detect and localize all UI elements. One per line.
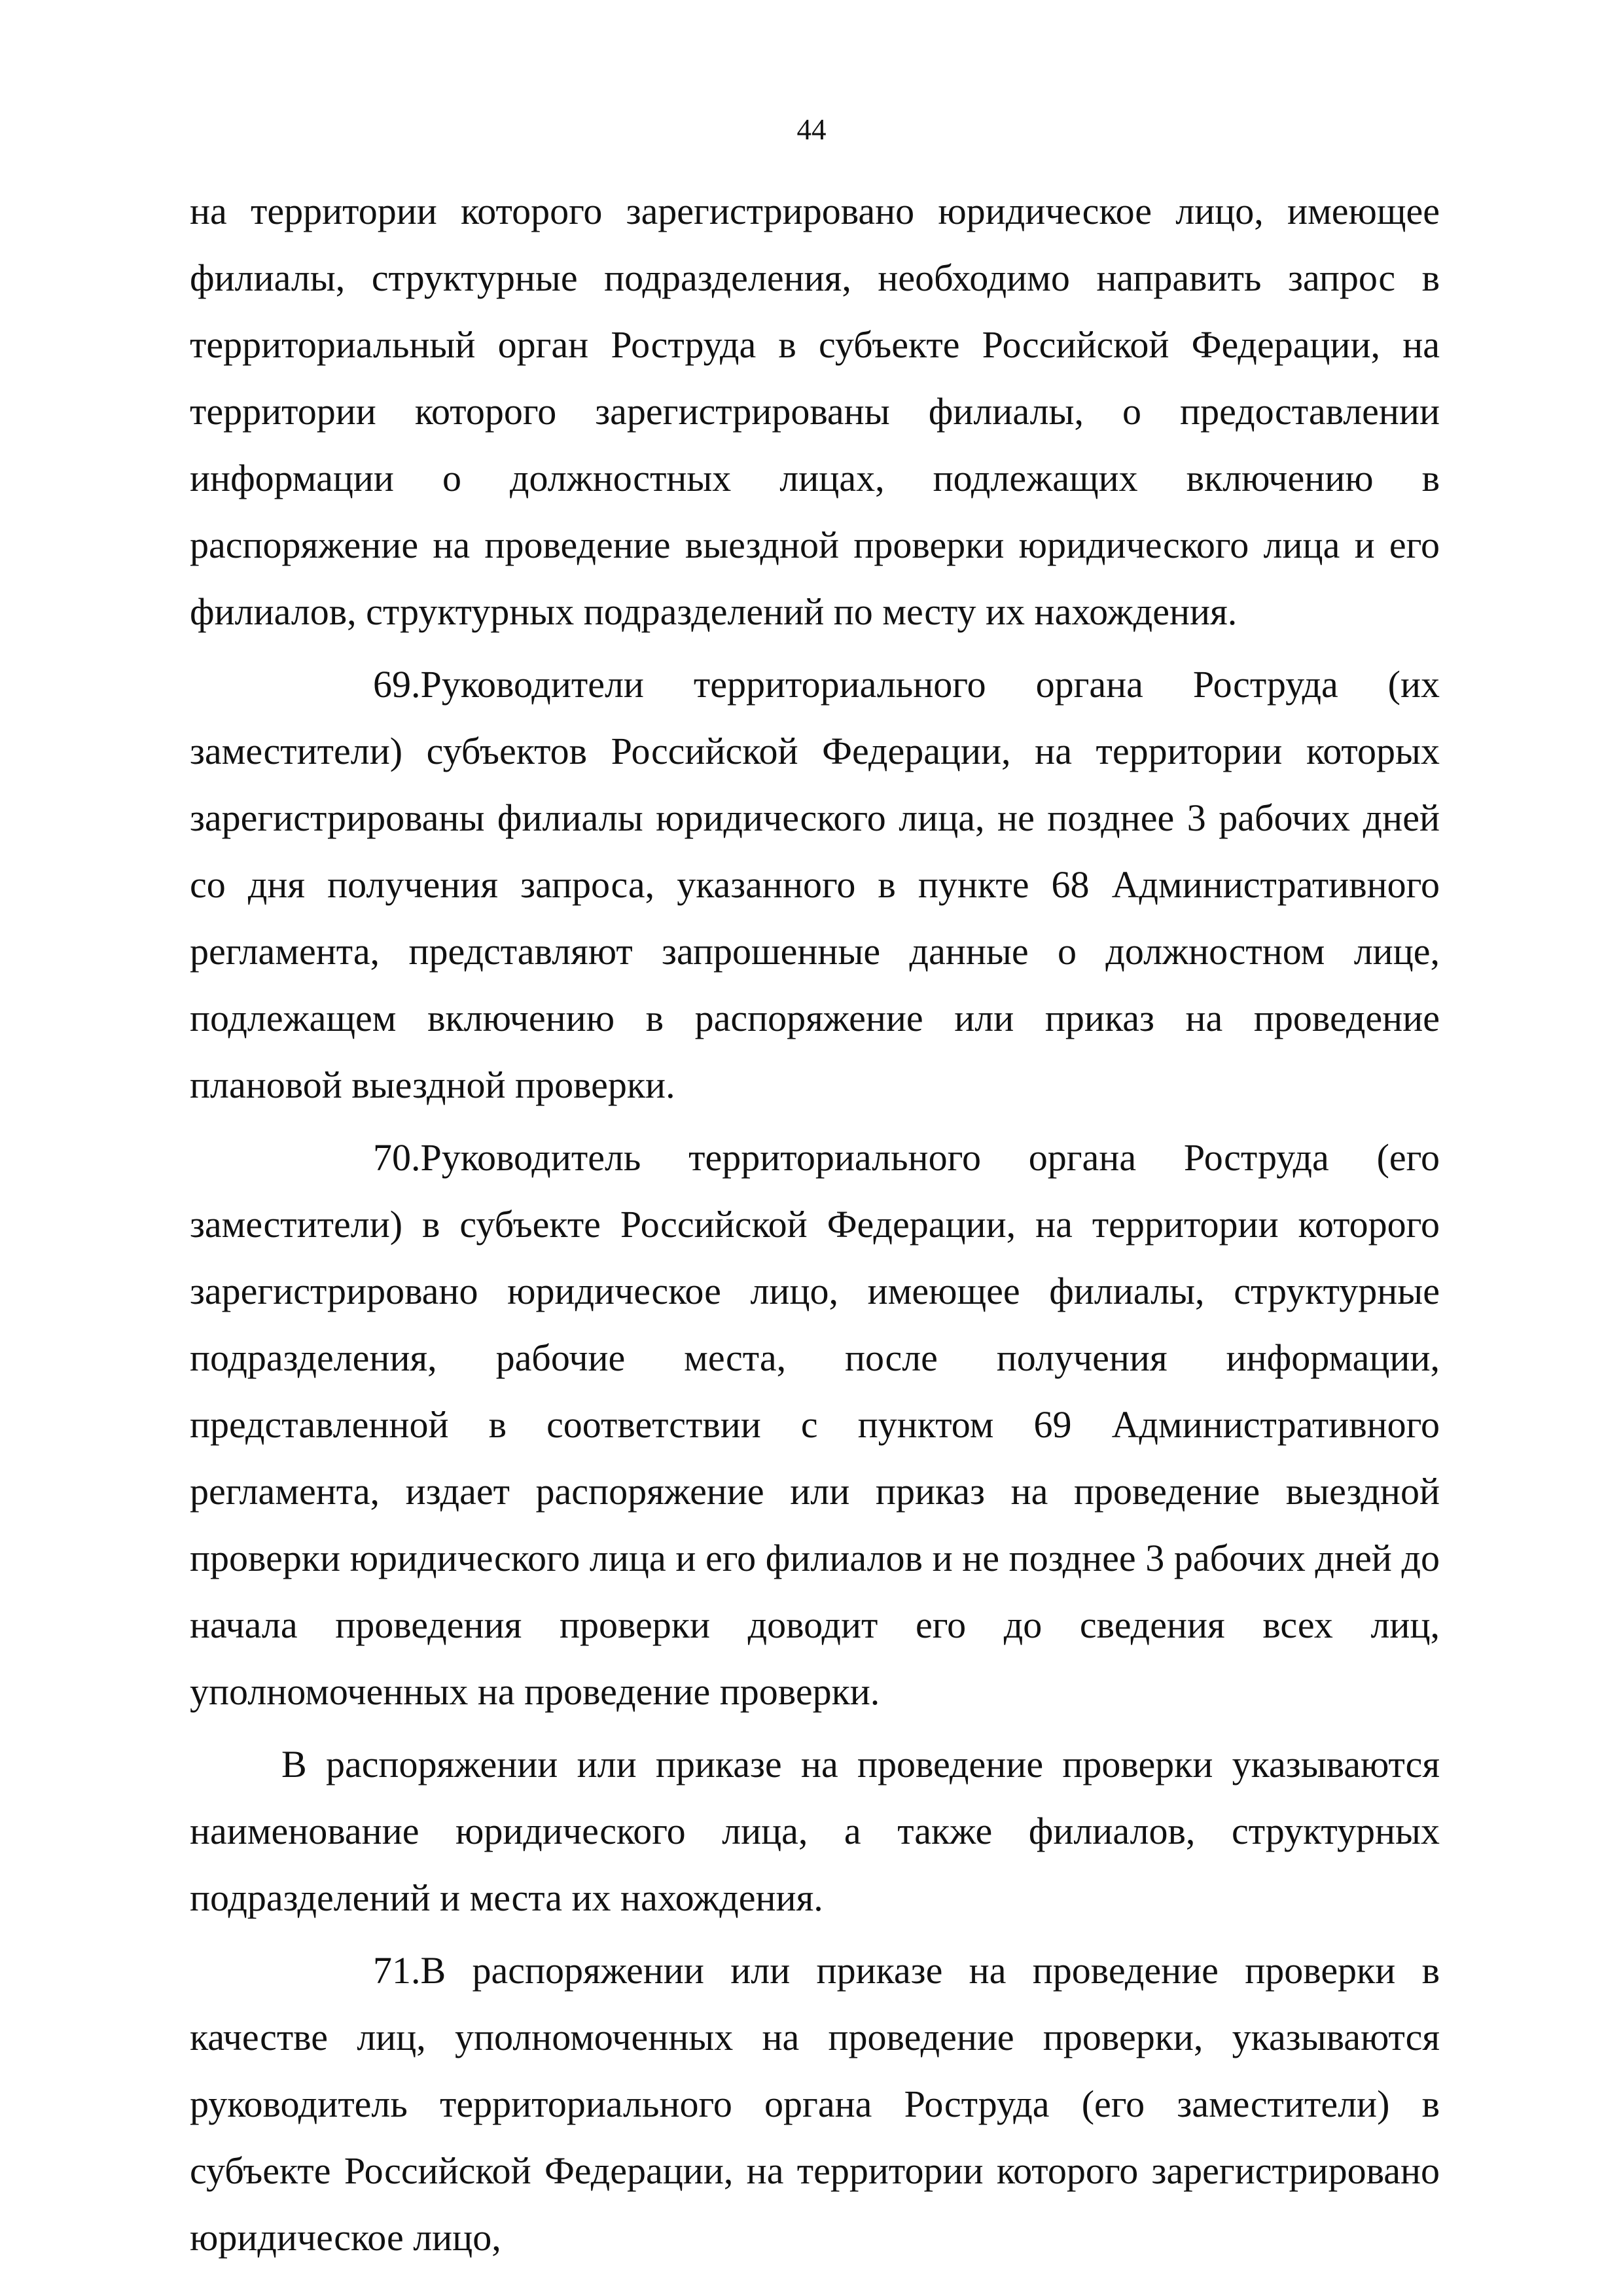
paragraph-70-continued	[190, 1731, 1440, 1931]
paragraph-continuation	[190, 178, 1440, 645]
paragraph-number: 70.	[373, 1136, 421, 1179]
paragraph-text: Руководитель территориального органа Роструда (его заместители) в субъекте Российской Федерации, на территории которого зарегистрировано юридическое лицо, имеющее филиалы, структурные подразделения, рабочие места, после получения информации, представленной в соответствии с пунктом 69 Административного регламента, издает распоряжение или приказ на проведение выездной проверки юридического лица и его филиалов и не позднее 3 рабочих дней до начала проведения проверки доводит его до сведения всех лиц, уполномоченных на проведение проверки.	[190, 1136, 1440, 1713]
paragraph-number: 71.	[373, 1949, 421, 1992]
paragraph-71	[190, 1937, 1440, 2271]
paragraph-number: 69.	[373, 663, 421, 706]
paragraph-text: В распоряжении или приказе на проведение проверки в качестве лиц, уполномоченных на проведение проверки, указываются руководитель территориального органа Роструда (его заместители) в субъекте Российской Федерации, на территории которого зарегистрировано юридическое лицо,	[190, 1949, 1440, 2259]
paragraph-text: Руководители территориального органа Роструда (их заместители) субъектов Российской Федерации, на территории которых зарегистрированы филиалы юридического лица, не позднее 3 рабочих дней со дня получения запроса, указанного в пункте 68 Административного регламента, представляют запрошенные данные о должностном лице, подлежащем включению в распоряжение или приказ на проведение плановой выездной проверки.	[190, 663, 1440, 1106]
paragraph-70	[190, 1124, 1440, 1725]
paragraph-69	[190, 651, 1440, 1119]
document-body	[190, 178, 1440, 2271]
paragraph-text: на территории которого зарегистрировано юридическое лицо, имеющее филиалы, структурные подразделения, необходимо направить запрос в территориальный орган Роструда в субъекте Российской Федерации, на территории которого зарегистрированы филиалы, о предоставлении информации о должностных лицах, подлежащих включению в распоряжение на проведение выездной проверки юридического лица и его филиалов, структурных подразделений по месту их нахождения.	[190, 190, 1440, 633]
page-number: 44	[796, 113, 827, 146]
paragraph-text: В распоряжении или приказе на проведение проверки указываются наименование юридического лица, а также филиалов, структурных подразделений и места их нахождения.	[190, 1743, 1440, 1919]
